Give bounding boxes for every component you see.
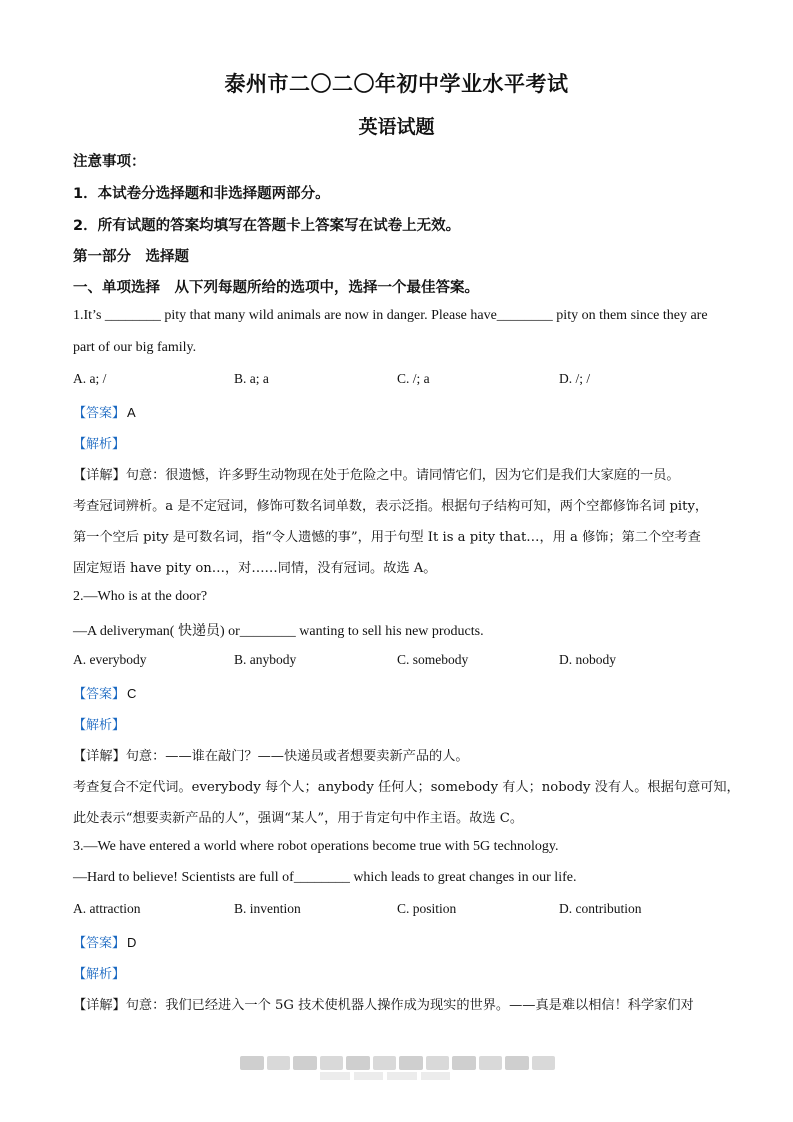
answer-row [73,932,136,951]
question-stem: 1.It’s ________ pity that many wild animals are now in danger. Please have________ pity on them since they are [73,308,708,323]
blurred-footer-watermark [240,1056,555,1070]
analysis-label: 【解析】 [73,967,126,982]
notes-header: 注意事项： [73,154,146,170]
detail-line: 【详解】句意：我们已经进入一个 5G 技术使机器人操作成为现实的世界。——真是难以相信！科学家们对 [73,998,694,1013]
question-stem: part of our big family. [73,340,197,355]
section-heading: 一、单项选择 从下列每题所给的选项中，选择一个最佳答案。 [73,280,479,296]
option-c: C. position [397,901,457,916]
option-a: A. everybody [73,652,147,667]
note-item: 2．所有试题的答案均填写在答题卡上答案写在试卷上无效。 [73,218,461,234]
page-subtitle: 英语试题 [358,116,435,138]
detail-line: 考查冠词辨析。a 是不定冠词，修饰可数名词单数，表示泛指。根据句子结构可知，两个空都修饰名词 pity， [73,499,709,514]
question-stem: —A deliveryman( 快递员) or________ wanting to sell his new products. [73,624,484,639]
blurred-footer-subline [320,1072,450,1080]
detail-line: 【详解】句意：——谁在敲门？——快递员或者想要卖新产品的人。 [73,749,469,764]
option-b: B. a; a [234,371,269,386]
page-title: 泰州市二〇二〇年初中学业水平考试 [224,72,569,96]
option-b: B. invention [234,901,301,916]
question-stem: 2.—Who is at the door? [73,589,208,604]
option-a: A. a; / [73,371,107,386]
answer-row [73,683,136,702]
answer-value: A [127,405,136,420]
detail-line: 固定短语 have pity on…，对……同情，没有冠词。故选 A。 [73,561,437,576]
answer-label: 【答案】 [73,406,126,421]
note-item: 1．本试卷分选择题和非选择题两部分。 [73,186,330,202]
question-stem: —Hard to believe! Scientists are full of________ which leads to great changes in our life. [73,870,577,885]
option-d: D. contribution [559,901,642,916]
option-d: D. nobody [559,652,616,667]
detail-line: 考查复合不定代词。everybody 每个人；anybody 任何人；somebody 有人；nobody 没有人。根据句意可知， [73,780,740,795]
detail-line: 此处表示“想要卖新产品的人”，强调“某人”，用于肯定句中作主语。故选 C。 [73,811,524,826]
answer-label: 【答案】 [73,687,126,702]
option-c: C. /; a [397,371,430,386]
detail-line: 【详解】句意：很遗憾，许多野生动物现在处于危险之中。请同情它们，因为它们是我们大家庭的一员。 [73,468,680,483]
question-stem: 3.—We have entered a world where robot operations become true with 5G technology. [73,839,559,854]
option-c: C. somebody [397,652,469,667]
detail-line: 第一个空后 pity 是可数名词，指“令人遗憾的事”，用于句型 It is a pity that…，用 a 修饰；第二个空考查 [73,530,701,545]
option-a: A. attraction [73,901,141,916]
answer-value: C [127,686,137,701]
answer-row [73,402,136,421]
option-d: D. /; / [559,371,591,386]
analysis-label: 【解析】 [73,437,126,452]
option-b: B. anybody [234,652,297,667]
analysis-label: 【解析】 [73,718,126,733]
answer-label: 【答案】 [73,936,126,951]
part-heading: 第一部分 选择题 [73,249,189,265]
answer-value: D [127,935,137,950]
